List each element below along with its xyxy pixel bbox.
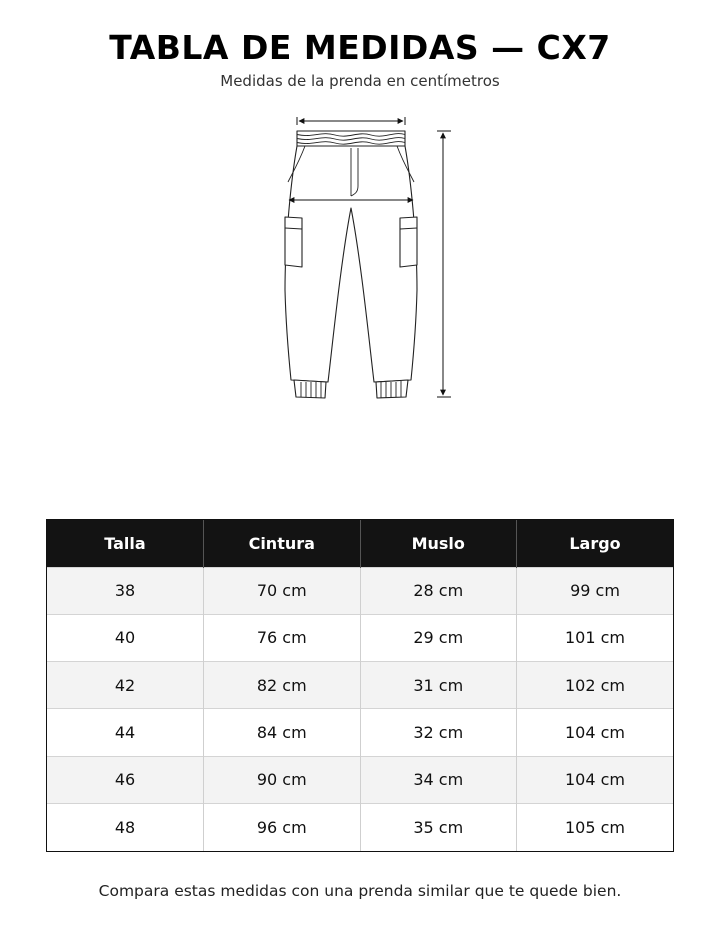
cell-thigh: 31 cm	[360, 662, 517, 709]
cell-waist: 82 cm	[204, 662, 361, 709]
page-subtitle: Medidas de la prenda en centímetros	[220, 72, 500, 90]
table-row	[47, 709, 673, 756]
cell-length: 104 cm	[517, 709, 674, 756]
page-title: TABLA DE MEDIDAS — CX7	[109, 28, 611, 67]
table-row	[47, 614, 673, 661]
left-cargo-pocket	[285, 217, 302, 267]
cell-size: 38	[47, 567, 204, 614]
cell-size: 40	[47, 614, 204, 661]
cell-thigh: 35 cm	[360, 803, 517, 850]
cell-thigh: 29 cm	[360, 614, 517, 661]
cell-thigh: 32 cm	[360, 709, 517, 756]
cell-length: 104 cm	[517, 756, 674, 803]
cell-size: 44	[47, 709, 204, 756]
cargo-pants-diagram-icon	[165, 100, 555, 500]
cell-waist: 70 cm	[204, 567, 361, 614]
column-header-length: Largo	[517, 520, 674, 567]
cell-size: 48	[47, 803, 204, 850]
table-header-row	[47, 520, 673, 567]
table-row	[47, 803, 673, 850]
cell-waist: 96 cm	[204, 803, 361, 850]
cell-length: 102 cm	[517, 662, 674, 709]
table-row	[47, 662, 673, 709]
column-header-waist: Cintura	[204, 520, 361, 567]
cell-size: 46	[47, 756, 204, 803]
size-table	[46, 519, 674, 852]
cell-waist: 84 cm	[204, 709, 361, 756]
table-row	[47, 756, 673, 803]
garment-figure	[165, 100, 555, 500]
table-row	[47, 567, 673, 614]
right-cargo-pocket	[400, 217, 417, 267]
cell-length: 101 cm	[517, 614, 674, 661]
footer-note: Compara estas medidas con una prenda similar que te quede bien.	[98, 882, 622, 900]
cell-size: 42	[47, 662, 204, 709]
cell-waist: 90 cm	[204, 756, 361, 803]
cell-length: 99 cm	[517, 567, 674, 614]
cell-thigh: 34 cm	[360, 756, 517, 803]
cell-thigh: 28 cm	[360, 567, 517, 614]
column-header-size: Talla	[47, 520, 204, 567]
cell-waist: 76 cm	[204, 614, 361, 661]
column-header-thigh: Muslo	[360, 520, 517, 567]
cell-length: 105 cm	[517, 803, 674, 850]
